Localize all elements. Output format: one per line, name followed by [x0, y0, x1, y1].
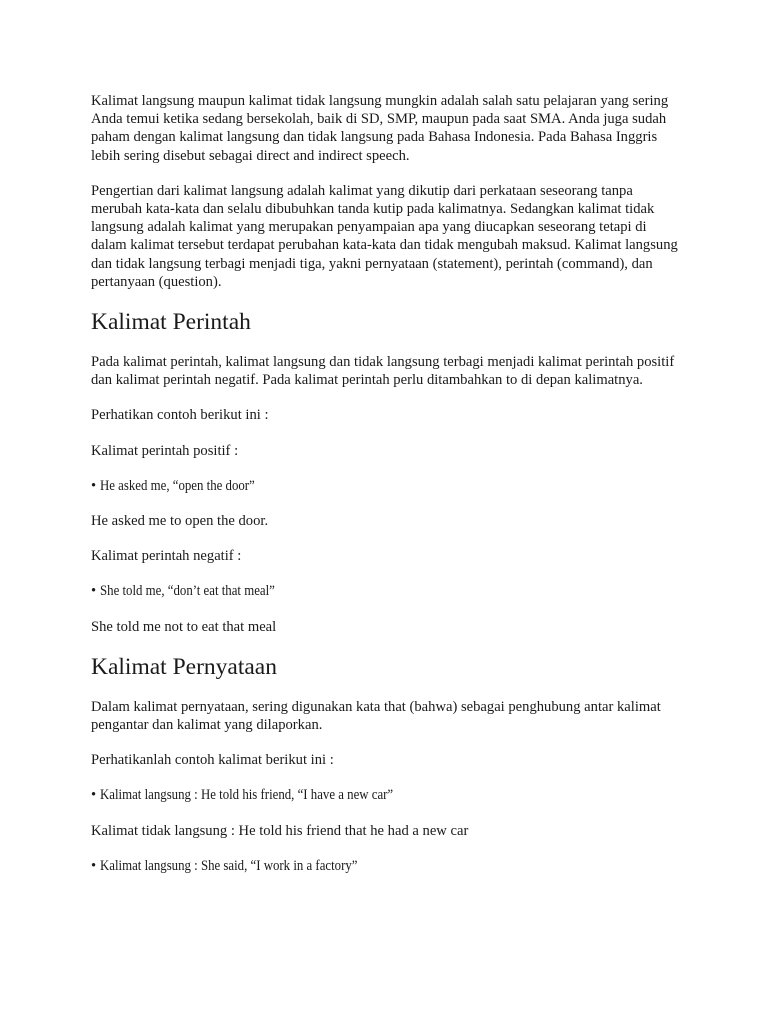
heading-kalimat-perintah: Kalimat Perintah — [91, 309, 251, 336]
perintah-positif-bullet — [91, 477, 681, 495]
pernyataan-example1-result: Kalimat tidak langsung : He told his friend that he had a new car — [91, 822, 469, 839]
bullet-text: He asked me, “open the door” — [100, 477, 255, 494]
bullet-text: She told me, “don’t eat that meal” — [100, 583, 275, 600]
perintah-negatif-bullet — [91, 582, 681, 600]
bullet-icon: • — [91, 787, 97, 804]
document-page — [91, 92, 681, 892]
intro-paragraph-2: Pengertian dari kalimat langsung adalah kalimat yang dikutip dari perkataan seseorang tanpa merubah kata-kata dan selalu dibubuhkan tanda kutip pada kalimatnya. Sedangkan kalimat tidak langsung adalah kalimat yang merupakan penyampaian apa yang diucapkan seseorang tetapi di dalam kalimat tersebut terdapat perubahan kata-kata dan tidak mengubah maksud. Kalimat langsung dan tidak langsung terbagi menjadi tiga, yakni pernyataan (statement), perintah (command), dan pertanyaan (question). — [91, 182, 678, 290]
perintah-negatif-label: Kalimat perintah negatif : — [91, 548, 242, 565]
pernyataan-paragraph: Dalam kalimat pernyataan, sering digunakan kata that (bahwa) sebagai penghubung antar kalimat pengantar dan kalimat yang dilaporkan. — [91, 698, 661, 734]
perintah-paragraph: Pada kalimat perintah, kalimat langsung dan tidak langsung terbagi menjadi kalimat perintah positif dan kalimat perintah negatif. Pada kalimat perintah perlu ditambahkan to di depan kalimatnya. — [91, 354, 675, 389]
perintah-positif-label: Kalimat perintah positif : — [91, 442, 239, 459]
perintah-negatif-result: She told me not to eat that meal — [91, 618, 277, 635]
intro-paragraph-1: Kalimat langsung maupun kalimat tidak langsung mungkin adalah salah satu pelajaran yang sering Anda temui ketika sedang bersekolah, baik di SD, SMP, maupun pada saat SMA. Anda juga sudah paham dengan kalimat langsung dan tidak langsung pada Bahasa Indonesia. Pada Bahasa Inggris lebih sering disebut sebagai direct and indirect speech. — [91, 93, 669, 164]
bullet-icon: • — [91, 477, 97, 494]
bullet-text: Kalimat langsung : She said, “I work in a factory” — [100, 857, 358, 874]
heading-kalimat-pernyataan: Kalimat Pernyataan — [91, 653, 277, 680]
pernyataan-example1-bullet — [91, 786, 681, 804]
bullet-icon: • — [91, 583, 97, 600]
perintah-example-intro: Perhatikan contoh berikut ini : — [91, 407, 269, 424]
bullet-text: Kalimat langsung : He told his friend, “I have a new car” — [100, 787, 394, 804]
perintah-positif-result: He asked me to open the door. — [91, 513, 269, 530]
pernyataan-example-intro: Perhatikanlah contoh kalimat berikut ini : — [91, 752, 334, 769]
pernyataan-example2-bullet — [91, 857, 681, 875]
bullet-icon: • — [91, 857, 97, 874]
